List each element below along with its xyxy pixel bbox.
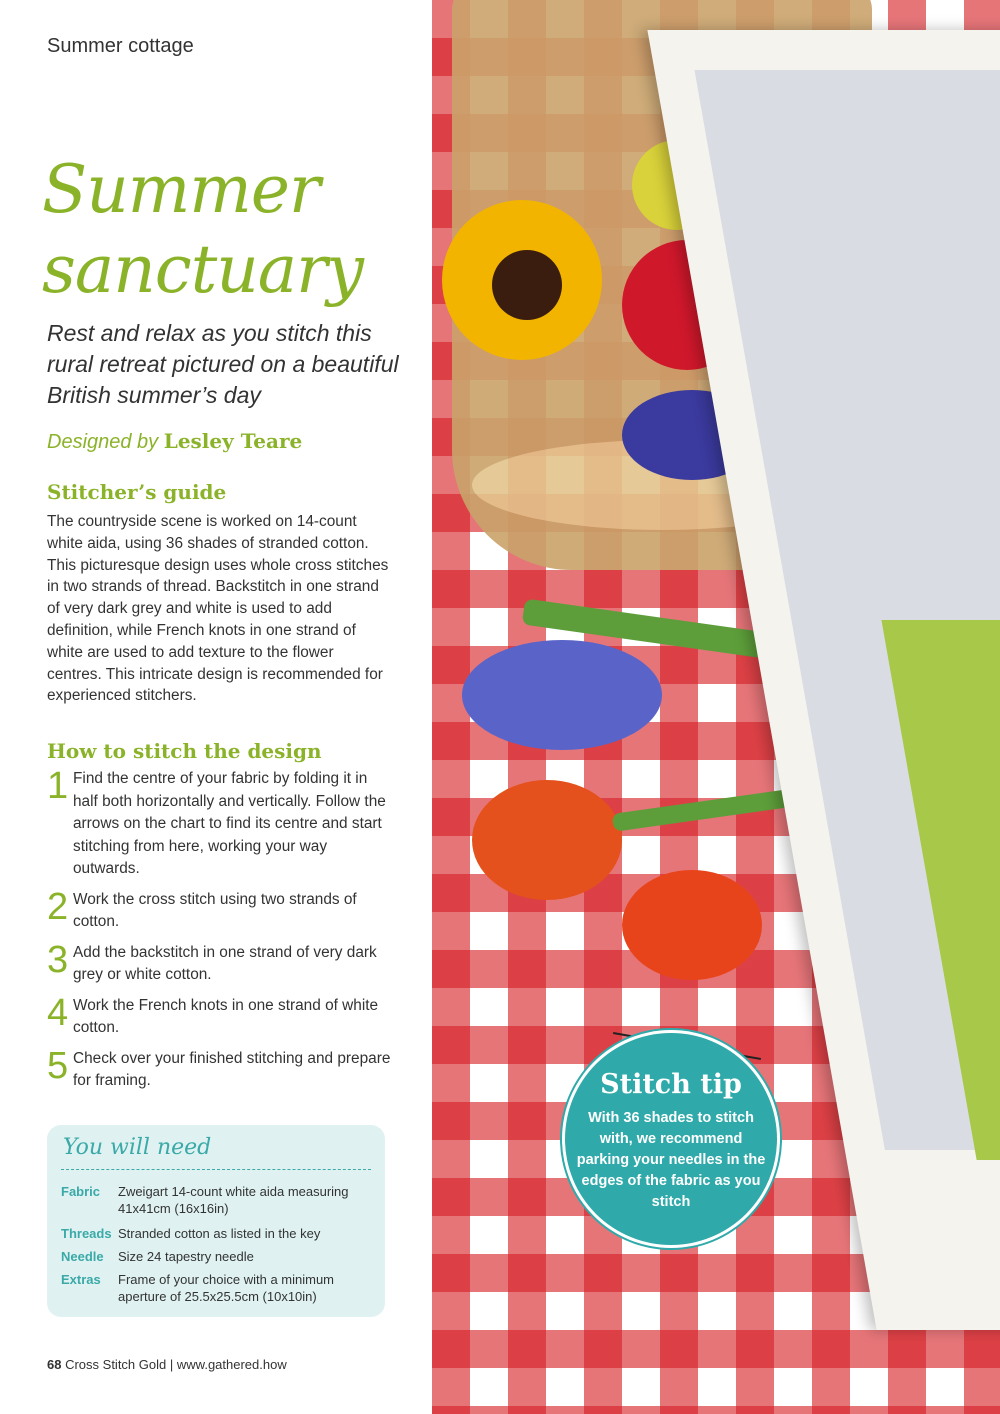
- stitch-tip-body: With 36 shades to stitch with, we recommend parking your needles in the edges of the fabric as you stitch: [576, 1110, 766, 1210]
- step-item: [47, 885, 392, 934]
- step-number: 4: [47, 991, 69, 1034]
- need-value: Stranded cotton as listed in the key: [118, 1226, 321, 1241]
- sunflower-centre-illustration: [492, 250, 562, 320]
- step-number: 3: [47, 938, 69, 981]
- need-value: Size 24 tapestry needle: [118, 1249, 254, 1264]
- steps-list: [47, 765, 392, 1101]
- need-label: Extras: [61, 1272, 101, 1287]
- step-item: [47, 991, 392, 1040]
- website-url: www.gathered.how: [176, 1357, 287, 1372]
- tulip-illustration-3: [622, 870, 762, 980]
- step-text: Work the French knots in one strand of white cotton.: [73, 996, 379, 1036]
- title-line-1: Summer: [42, 151, 320, 228]
- need-item: [61, 1271, 373, 1305]
- standfirst: Rest and relax as you stitch this rural retreat pictured on a beautiful British summer’s day: [47, 320, 399, 408]
- step-item: [47, 938, 392, 987]
- guide-heading: Stitcher’s guide: [47, 480, 227, 504]
- section-label: Summer cottage: [47, 35, 194, 57]
- footer-separator: |: [169, 1357, 174, 1372]
- designer-name: Lesley Teare: [163, 429, 303, 453]
- need-item: [61, 1225, 373, 1242]
- step-number: 5: [47, 1044, 69, 1087]
- hyacinth-bunch-illustration: [462, 640, 662, 750]
- byline: [47, 429, 302, 454]
- need-value: Frame of your choice with a minimum aperture of 25.5x25.5cm (10x10in): [118, 1272, 335, 1304]
- page-title: [42, 150, 363, 310]
- you-will-need-heading: You will need: [63, 1135, 212, 1160]
- need-value: Zweigart 14-count white aida measuring 41x41cm (16x16in): [118, 1184, 349, 1216]
- stitch-tip-badge: [565, 1033, 777, 1245]
- step-text: Work the cross stitch using two strands of cotton.: [73, 890, 357, 930]
- need-label: Fabric: [61, 1184, 101, 1199]
- need-label: Threads: [61, 1226, 112, 1241]
- step-item: [47, 1044, 392, 1093]
- dashed-divider: [61, 1169, 371, 1170]
- you-will-need-box: [47, 1125, 385, 1317]
- text-column: [0, 0, 432, 1414]
- magazine-name: Cross Stitch Gold: [65, 1357, 167, 1372]
- title-line-2: sanctuary: [42, 231, 363, 308]
- tulip-illustration-2: [472, 780, 622, 900]
- step-number: 2: [47, 885, 69, 928]
- step-item: [47, 765, 392, 881]
- step-text: Find the centre of your fabric by folding it in half both horizontally and vertically. Follow the arrows on the chart to find its centre and start stitching from here, working your way outwards.: [73, 770, 386, 877]
- page-footer: [47, 1357, 287, 1372]
- byline-prefix: Designed by: [47, 431, 159, 453]
- page-number: 68: [47, 1357, 62, 1372]
- how-to-heading: How to stitch the design: [47, 739, 322, 763]
- step-text: Check over your finished stitching and prepare for framing.: [73, 1049, 391, 1089]
- step-text: Add the backstitch in one strand of very dark grey or white cotton.: [73, 943, 377, 983]
- step-number: 1: [47, 765, 69, 807]
- need-item: [61, 1248, 373, 1265]
- need-label: Needle: [61, 1249, 104, 1264]
- stitch-tip-heading: Stitch tip: [600, 1069, 742, 1100]
- guide-body: The countryside scene is worked on 14-count white aida, using 36 shades of stranded cotton. This picturesque design uses whole cross stitches in two strands of thread. Backstitch in one strand of very dark grey and white is used to add definition, while French knots in one strand of white are used to add texture to the flower centres. This intricate design is recommended for experienced stitchers.: [47, 513, 389, 705]
- need-item: [61, 1183, 373, 1217]
